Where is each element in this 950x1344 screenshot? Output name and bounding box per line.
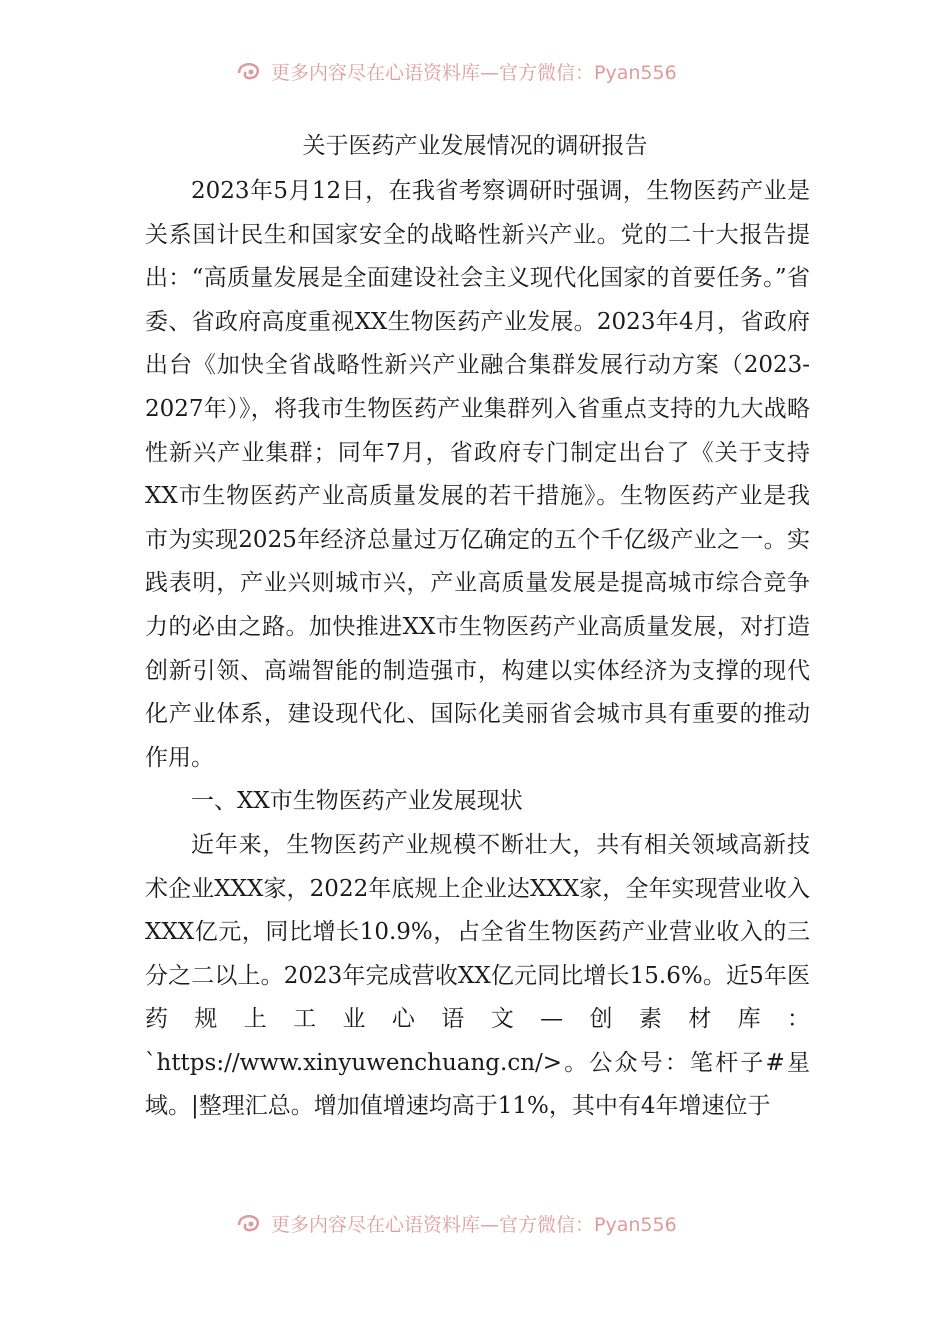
- watermark-text: 更多内容尽在心语资料库—官方微信：Pyan556: [271, 61, 677, 84]
- watermark-header: [235, 56, 735, 86]
- intro-paragraph: 2023年5月12日，在我省考察调研时强调，生物医药产业是关系国计民生和国家安全的战略性新兴产业。党的二十大报告提出：“高质量发展是全面建设社会主义现代化国家的首要任务。”省委、省政府高度重视XX生物医药产业发展。2023年4月，省政府出台《加快全省战略性新兴产业融合集群发展行动方案（2023-2027年）》，将我市生物医药产业集群列入省重点支持的九大战略性新兴产业集群；同年7月，省政府专门制定出台了《关于支持XX市生物医药产业高质量发展的若干措施》。生物医药产业是我市为实现2025年经济总量过万亿确定的五个千亿级产业之一。实践表明，产业兴则城市兴，产业高质量发展是提高城市综合竞争力的必由之路。加快推进XX市生物医药产业高质量发展，对打造创新引领、高端智能的制造强市，构建以实体经济为支撑的现代化产业体系，建设现代化、国际化美丽省会城市具有重要的推动作用。: [145, 178, 810, 771]
- swirl-logo-icon: [235, 59, 263, 83]
- watermark-footer: [235, 1208, 735, 1238]
- section-paragraph: 近年来，生物医药产业规模不断壮大，共有相关领域高新技术企业XXX家，2022年底规上企业达XXX家，全年实现营业收入XXX亿元，同比增长10.9%，占全省生物医药产业营业收入的三分之二以上。2023年完成营收XX亿元同比增长15.6%。近5年医药规上工业心语文—创素材库：`https://www.xinyuwenchuang.cn/>。公众号：笔杆子#星域。|整理汇总。增加值增速均高于11%，其中有4年增速位于: [145, 831, 810, 1120]
- watermark-text: 更多内容尽在心语资料库—官方微信：Pyan556: [271, 1213, 677, 1236]
- document-body: [145, 170, 810, 1129]
- section-heading: 一、XX市生物医药产业发展现状: [191, 788, 523, 815]
- document-title: 关于医药产业发展情况的调研报告: [302, 133, 648, 159]
- swirl-logo-icon: [235, 1211, 263, 1235]
